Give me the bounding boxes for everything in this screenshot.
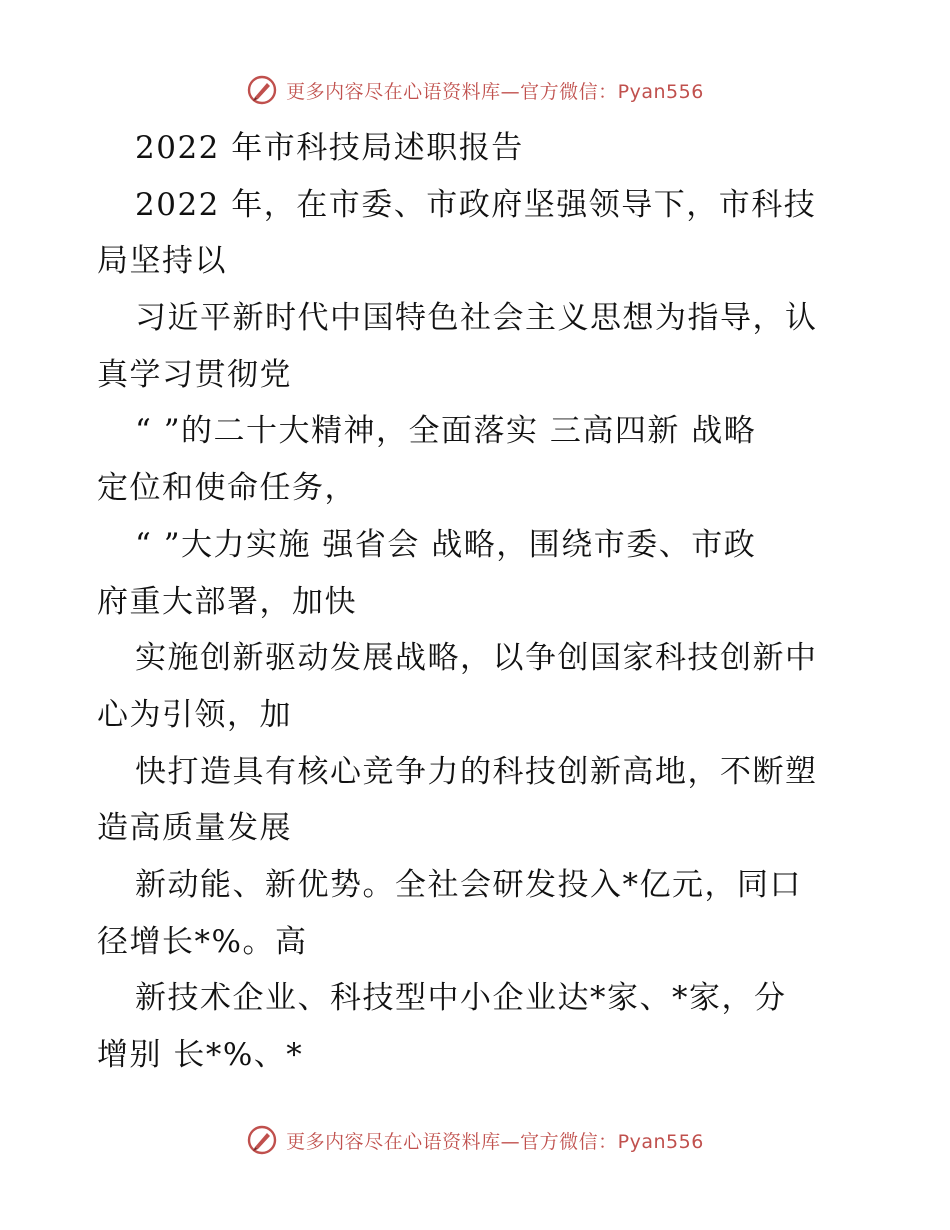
text-line: 径增长*%。高	[97, 923, 308, 960]
text-line: “ ”的二十大精神，全面落实 三高四新 战略	[135, 413, 757, 450]
text-line: 实施创新驱动发展战略，以争创国家科技创新中	[135, 640, 818, 677]
text-line: 心为引领，加	[97, 696, 292, 733]
text-line: 局坚持以	[97, 243, 227, 280]
text-line: 造高质量发展	[97, 810, 292, 847]
text-line: “ ”大力实施 强省会 战略，围绕市委、市政	[135, 526, 757, 563]
pen-logo-icon	[246, 74, 278, 106]
footer-watermark-text: 更多内容尽在心语资料库—官方微信：Pyan556	[286, 1130, 704, 1153]
document-title: 2022 年市科技局述职报告	[135, 130, 524, 166]
text-line: 新技术企业、科技型中小企业达*家、*家，分	[135, 980, 787, 1017]
text-line: 习近平新时代中国特色社会主义思想为指导，认	[135, 300, 818, 337]
header-watermark-banner	[0, 70, 950, 110]
pen-logo-icon	[246, 1124, 278, 1156]
footer-watermark-banner	[0, 1120, 950, 1160]
document-body	[97, 120, 857, 1084]
text-line: 增别 长*%、*	[97, 1037, 304, 1073]
text-line: 真学习贯彻党	[97, 356, 292, 393]
text-line: 快打造具有核心竞争力的科技创新高地，不断塑	[135, 753, 818, 790]
text-line: 新动能、新优势。全社会研发投入*亿元，同口	[135, 866, 802, 903]
text-line: 府重大部署，加快	[97, 583, 357, 620]
header-watermark-text: 更多内容尽在心语资料库—官方微信：Pyan556	[286, 80, 704, 103]
text-line: 定位和使命任务，	[97, 470, 357, 507]
text-line: 2022 年，在市委、市政府坚强领导下，市科技	[135, 186, 817, 223]
